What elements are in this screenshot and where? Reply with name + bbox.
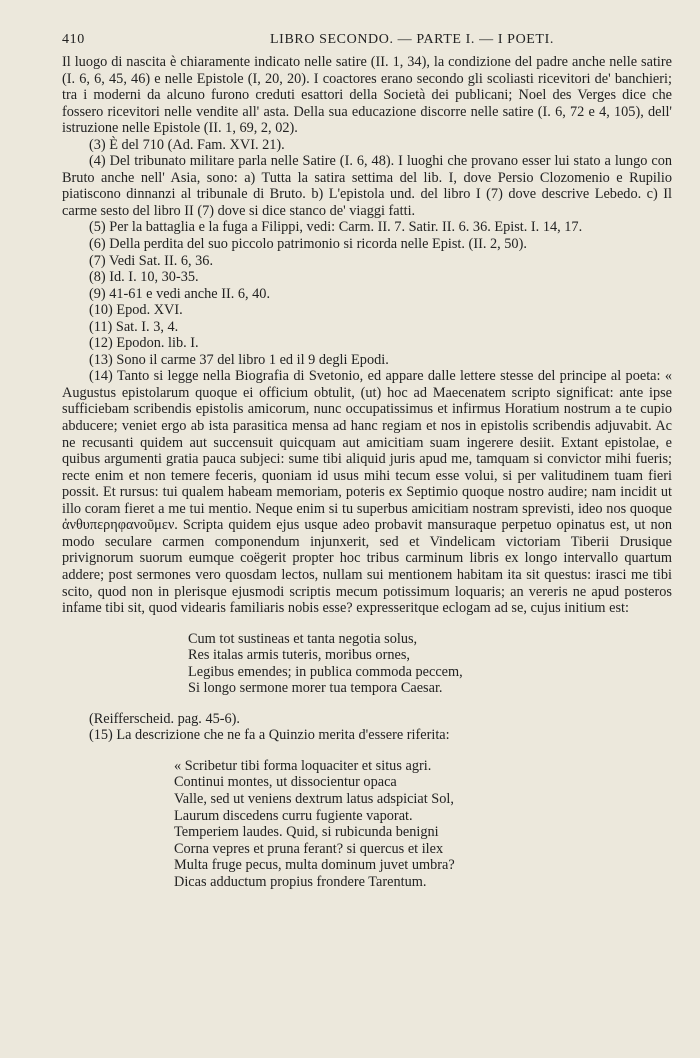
footnote-3: (3) È del 710 (Ad. Fam. XVI. 21).	[89, 136, 285, 153]
footnote-14: (14) Tanto si legge nella Biografia di Svetonio, ed appare dalle lettere stesse del principe al poeta: « Augustus epistolarum quoque ei officium obtulit, (ut) hoc ad Maecenatem scripto significat: ante ipse sufficiebam scribendis epistolis amicorum, nunc occupatissimus et infirmus Horatium nostrum a te cupio abducere; veniet ergo ab ista parasitica mensa ad hanc regiam et nos in epistolis scribendis adjuvabit. Ac ne recusanti quidem aut succensuit quicquam aut amicitiam suam ingerere desiit. Extant epistolae, e quibus argumenti gratia pauca subjeci: sume tibi aliquid juris apud me, tamquam si convictor mihi fueris; recte enim et non temere feceris, quoniam id usus mihi tecum esse volui, si per valitudinem tuam fieri possit. Et rursus: tui qualem habeam memoriam, poteris ex Septimio quoque nostro audire; nam incidit ut illo coram fieret a me tui mentio. Neque enim si tu superbus amicitiam nostram sprevisti, ideo nos quoque ἀνθυπερηφανοῦμεν. Scripta quidem ejus usque adeo probavit mansuraque perpetuo opinatus est, ut non modo seculare carmen componendum injunxerit, sed et Vindelicam victoriam Tiberii Drusique privignorum suorum eumque coëgerit propter hoc tribus carminum libris ex longo intervallo quartum addere; post sermones vero quosdam lectos, nullam sui mentionem habitam ita sit questus: irasci me tibi scito, quod non in plerisque ejusmodi scriptis mecum potissimum loquaris; an vereris ne apud posteros infame tibi sit, quod videaris familiaris nobis esse? expresseritque eclogam ad se, cujus initium est:	[62, 368, 672, 617]
footnote-5: (5) Per la battaglia e la fuga a Filippi, vedi: Carm. II. 7. Satir. II. 6. 36. Epist. I. 14, 17.	[89, 219, 583, 236]
verse-line: Dicas adductum propius frondere Tarentum.	[174, 873, 427, 890]
footnote-8: (8) Id. I. 10, 30-35.	[89, 269, 199, 286]
verse-line: Laurum discedens curru fugiente vaporat.	[174, 807, 413, 824]
footnote-paragraph: Il luogo di nascita è chiaramente indicato nelle satire (II. 1, 34), la condizione del padre anche nelle satire (I. 6, 6, 45, 46) e nelle Epistole (I, 20, 20). I coactores erano secondo gli scoliasti ricevitori de' banchieri; tra i moderni da alcuno furono creduti esattori della Società dei publicani; Noel des Verges dice che fossero ricevitori nelle vendite all' asta. Della sua educazione discorre nelle satire (I. 6, 72 e 4, 105), dell' istruzione nelle Epistole (II. 1, 69, 2, 02).	[62, 54, 672, 137]
footnotes-body	[62, 54, 672, 890]
running-title: LIBRO SECONDO. — PARTE I. — I POETI.	[270, 32, 554, 47]
verse-line: Cum tot sustineas et tanta negotia solus,	[188, 630, 418, 647]
footnote-12: (12) Epodon. lib. I.	[89, 335, 199, 352]
footnote-15: (15) La descrizione che ne fa a Quinzio merita d'essere riferita:	[89, 727, 450, 744]
footnote-11: (11) Sat. I. 3, 4.	[89, 318, 179, 335]
verse-line: Continui montes, ut dissocientur opaca	[174, 774, 397, 791]
verse-line: Valle, sed ut veniens dextrum latus adspiciat Sol,	[174, 790, 454, 807]
verse-line: Corna vepres et pruna ferant? si quercus et ilex	[174, 840, 444, 857]
verse-line: Si longo sermone morer tua tempora Caesar.	[188, 680, 443, 697]
page-header	[62, 32, 672, 52]
footnote-13: (13) Sono il carme 37 del libro 1 ed il 9 degli Epodi.	[89, 351, 389, 368]
verse-line: Multa fruge pecus, multa dominum juvet umbra?	[174, 857, 455, 874]
footnote-9: (9) 41-61 e vedi anche II. 6, 40.	[89, 285, 271, 302]
verse-line: « Scribetur tibi forma loquaciter et situs agri.	[174, 757, 432, 774]
footnote-6: (6) Della perdita del suo piccolo patrimonio si ricorda nelle Epist. (II. 2, 50).	[89, 236, 527, 253]
footnote-4: (4) Del tribunato militare parla nelle Satire (I. 6, 48). I luoghi che provano esser lui stato a lungo con Bruto anche nell' Asia, sono: a) Tutta la satira settima del lib. I, dove Persio Clozomenio e Rupilio piatiscono dinnanzi al tribunale di Bruto. b) L'epistola und. del libro I (7) dove descrive Lebedo. c) Il carme sesto del libro II (7) dove si dice stanco de' viaggi fatti.	[62, 153, 672, 219]
verse-quote-quinzio	[174, 758, 672, 890]
footnote-7: (7) Vedi Sat. II. 6, 36.	[89, 252, 214, 269]
page-number: 410	[62, 32, 85, 47]
verse-quote-augustus	[188, 631, 672, 697]
verse-line: Res italas armis tuteris, moribus ornes,	[188, 647, 410, 664]
verse-line: Temperiem laudes. Quid, si rubicunda benigni	[174, 824, 439, 841]
verse-line: Legibus emendes; in publica commoda peccem,	[188, 663, 463, 680]
citation-reifferscheid: (Reifferscheid. pag. 45-6).	[89, 710, 240, 727]
footnote-10: (10) Epod. XVI.	[89, 302, 183, 319]
